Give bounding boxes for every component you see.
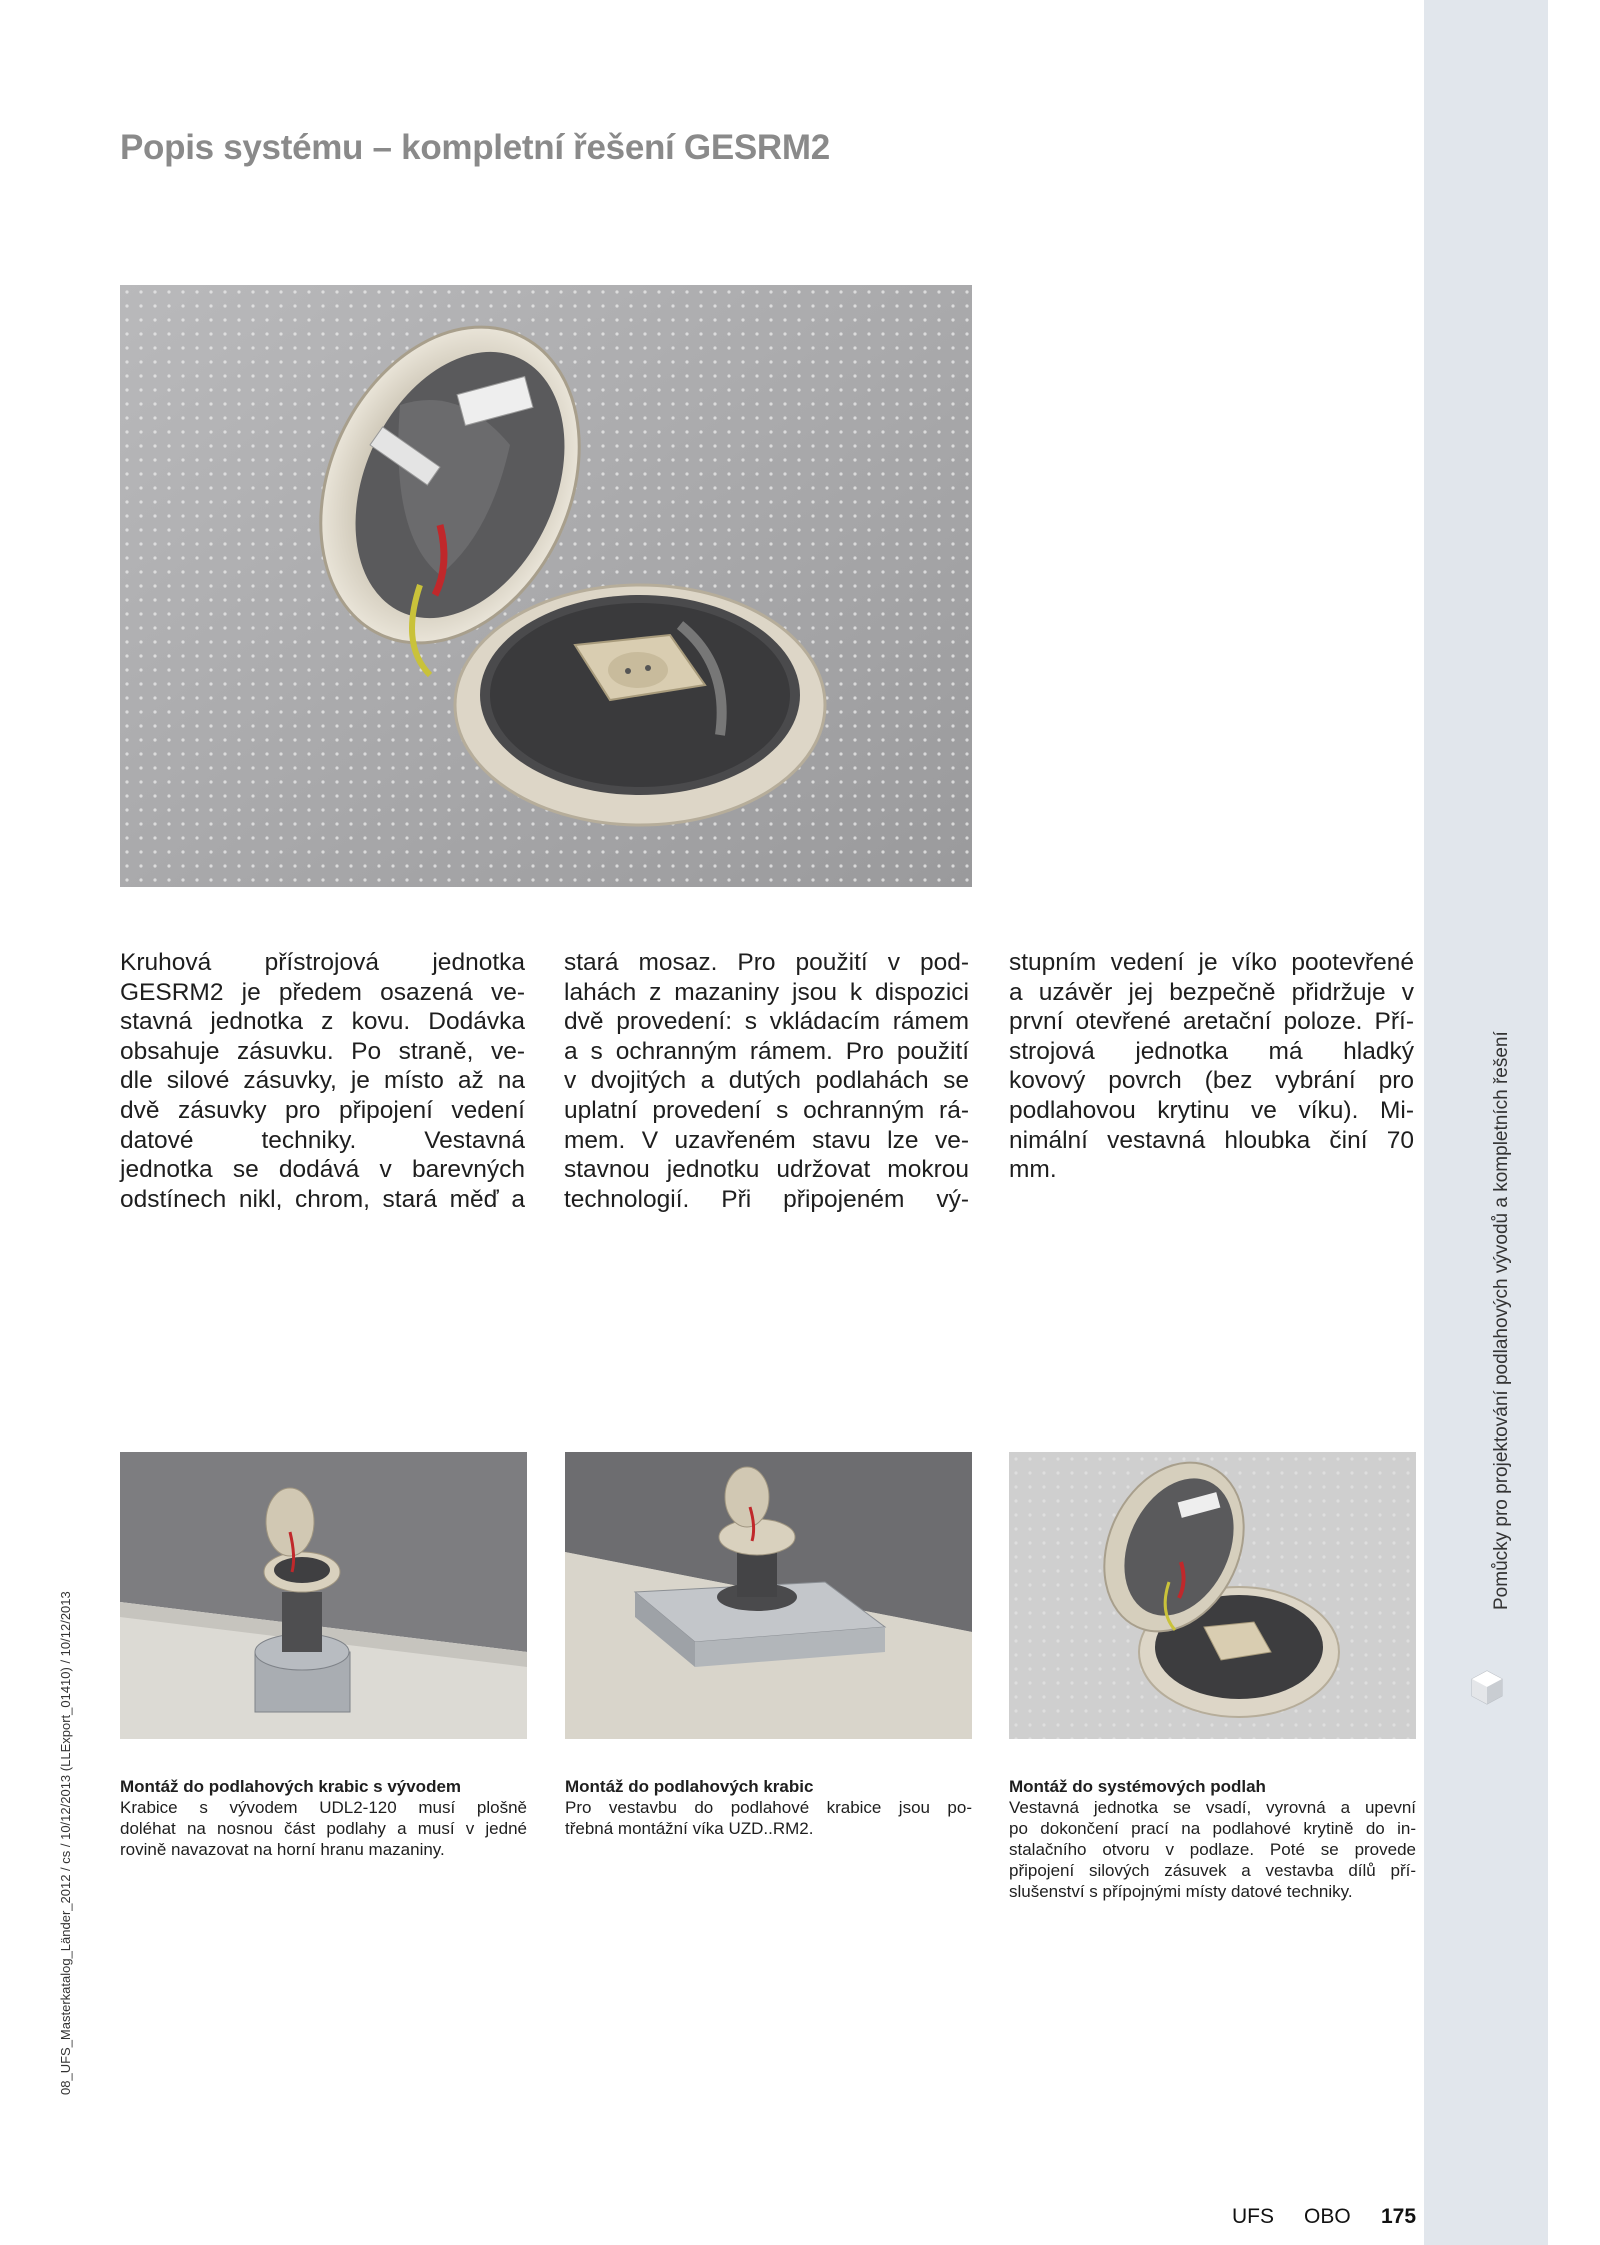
text-line: odstínech nikl, chrom, stará měď a bbox=[120, 1185, 525, 1213]
footer-brand-obo: OBO bbox=[1304, 2205, 1351, 2228]
text-line: datové techniky. Vestavná bbox=[120, 1126, 525, 1154]
body-column-3 bbox=[1009, 948, 1414, 1185]
footer-brand-ufs: UFS bbox=[1232, 2205, 1274, 2228]
caption-title: Montáž do podlahových krabic bbox=[565, 1777, 814, 1796]
text-line: dvě zásuvky pro připojení vedení bbox=[120, 1096, 525, 1124]
text-line: mm. bbox=[1009, 1156, 1057, 1184]
text-line: stupním vedení je víko pootevřené bbox=[1009, 949, 1414, 976]
thumbnail-system-floor bbox=[1009, 1452, 1416, 1739]
caption-2 bbox=[565, 1776, 972, 1839]
text-line: dvě provedení: s vkládacím rámem bbox=[564, 1008, 969, 1036]
text-line: lahách z mazaniny jsou k dispozici bbox=[564, 978, 969, 1006]
caption-1 bbox=[120, 1776, 527, 1860]
caption-line: Vestavná jednotka se vsadí, vyrovná a upevní bbox=[1009, 1798, 1416, 1817]
text-line: v dvojitých a dutých podlahách se bbox=[564, 1067, 969, 1095]
text-line: podlahovou krytinu ve víku). Mi- bbox=[1009, 1096, 1414, 1124]
text-line: obsahuje zásuvku. Po straně, ve- bbox=[120, 1037, 525, 1065]
text-line: stavná jednotka z kovu. Dodávka bbox=[120, 1008, 525, 1036]
body-column-2 bbox=[564, 948, 969, 1214]
text-line: jednotka se dodává v barevných bbox=[120, 1156, 525, 1184]
text-line: a uzávěr jej bezpečně přidržuje v bbox=[1009, 978, 1414, 1006]
caption-title: Montáž do podlahových krabic s vývodem bbox=[120, 1777, 462, 1796]
text-line: technologií. Při připojeném vý- bbox=[564, 1185, 969, 1213]
page-title: Popis systému – kompletní řešení GESRM2 bbox=[120, 128, 830, 167]
caption-line: stalačního otvoru v podlaze. Poté se provede bbox=[1009, 1840, 1416, 1859]
caption-line: Pro vestavbu do podlahové krabice jsou po- bbox=[565, 1798, 972, 1817]
hero-product-image bbox=[120, 285, 972, 887]
text-line: stará mosaz. Pro použití v pod- bbox=[564, 949, 969, 976]
caption-line: třebná montážní víka UZD..RM2. bbox=[565, 1819, 814, 1838]
text-line: GESRM2 je předem osazená ve- bbox=[120, 978, 525, 1006]
sidebar-label: Pomůcky pro projektování podlahových vývodů a kompletních řešení bbox=[1491, 1031, 1512, 1610]
text-line: dle silové zásuvky, je místo až na bbox=[120, 1067, 525, 1095]
caption-3 bbox=[1009, 1776, 1416, 1902]
text-line: nimální vestavná hloubka činí 70 bbox=[1009, 1126, 1414, 1154]
text-line: uplatní provedení s ochranným rá- bbox=[564, 1096, 969, 1124]
caption-title: Montáž do systémových podlah bbox=[1009, 1777, 1266, 1796]
text-line: strojová jednotka má hladký bbox=[1009, 1037, 1414, 1065]
caption-line: Krabice s vývodem UDL2-120 musí plošně bbox=[120, 1798, 527, 1817]
thumbnail-floor-box bbox=[565, 1452, 972, 1739]
text-line: kovový povrch (bez vybrání pro bbox=[1009, 1067, 1414, 1095]
page-number: 175 bbox=[1381, 2205, 1417, 2228]
document-meta: 08_UFS_Masterkatalog_Länder_2012 / cs / 10/12/2013 (LLExport_01410) / 10/12/2013 bbox=[58, 1591, 73, 2095]
text-line: Kruhová přístrojová jednotka bbox=[120, 949, 525, 976]
text-line: stavnou jednotku udržovat mokrou bbox=[564, 1156, 969, 1184]
cube-icon bbox=[1467, 1667, 1507, 1707]
caption-line: doléhat na nosnou část podlahy a musí v jedné bbox=[120, 1819, 527, 1838]
thumbnail-floor-box-with-outlet bbox=[120, 1452, 527, 1739]
body-column-1 bbox=[120, 948, 525, 1214]
caption-line: slušenství s přípojnými místy datové techniky. bbox=[1009, 1882, 1353, 1901]
text-line: mem. V uzavřeném stavu lze ve- bbox=[564, 1126, 969, 1154]
text-line: první otevřené aretační poloze. Pří- bbox=[1009, 1008, 1414, 1036]
text-line: a s ochranným rámem. Pro použití bbox=[564, 1037, 969, 1065]
caption-line: připojení silových zásuvek a vestavba dílů pří- bbox=[1009, 1861, 1416, 1880]
caption-line: po dokončení prací na podlahové krytině do in- bbox=[1009, 1819, 1416, 1838]
sidebar-band bbox=[1424, 0, 1548, 2245]
caption-line: rovině navazovat na horní hranu mazaniny. bbox=[120, 1840, 445, 1859]
